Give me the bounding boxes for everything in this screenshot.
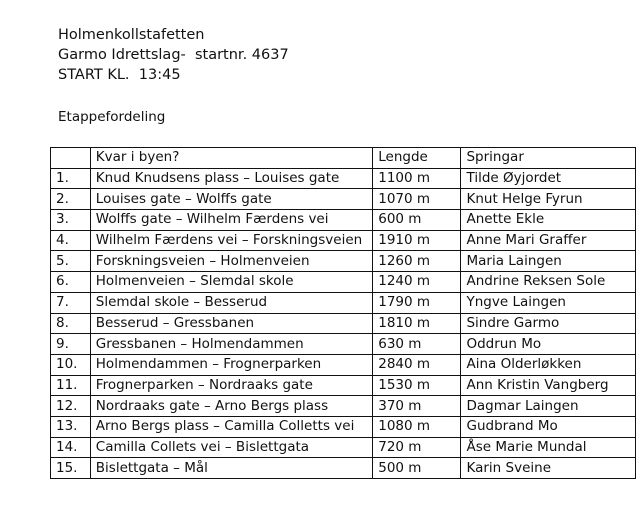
document-header [58, 25, 289, 85]
table-row [51, 354, 636, 375]
header-nr [51, 148, 91, 169]
cell-route: Louises gate – Wolffs gate [90, 189, 372, 210]
cell-route: Camilla Collets vei – Bislettgata [90, 437, 372, 458]
table-row [51, 189, 636, 210]
cell-nr: 9. [51, 334, 91, 355]
table-row [51, 375, 636, 396]
cell-runner: Anne Mari Graffer [461, 230, 636, 251]
cell-runner: Tilde Øyjordet [461, 168, 636, 189]
cell-nr: 12. [51, 396, 91, 417]
cell-length: 2840 m [373, 354, 461, 375]
cell-nr: 7. [51, 292, 91, 313]
cell-length: 1810 m [373, 313, 461, 334]
cell-route: Slemdal skole – Besserud [90, 292, 372, 313]
cell-runner: Maria Laingen [461, 251, 636, 272]
cell-length: 1910 m [373, 230, 461, 251]
table-row [51, 168, 636, 189]
cell-nr: 10. [51, 354, 91, 375]
cell-length: 600 m [373, 210, 461, 231]
cell-route: Nordraaks gate – Arno Bergs plass [90, 396, 372, 417]
table-row [51, 313, 636, 334]
cell-route: Wolffs gate – Wilhelm Færdens vei [90, 210, 372, 231]
cell-route: Holmendammen – Frognerparken [90, 354, 372, 375]
header-length: Lengde [373, 148, 461, 169]
cell-route: Frognerparken – Nordraaks gate [90, 375, 372, 396]
cell-runner: Sindre Garmo [461, 313, 636, 334]
table-row [51, 396, 636, 417]
cell-runner: Yngve Laingen [461, 292, 636, 313]
cell-nr: 13. [51, 416, 91, 437]
cell-runner: Aina Olderløkken [461, 354, 636, 375]
table-row [51, 230, 636, 251]
cell-length: 370 m [373, 396, 461, 417]
cell-length: 1240 m [373, 272, 461, 293]
table-row [51, 416, 636, 437]
cell-nr: 3. [51, 210, 91, 231]
stage-rows [51, 168, 636, 478]
cell-nr: 1. [51, 168, 91, 189]
table-row [51, 334, 636, 355]
event-title: Holmenkollstafetten [58, 27, 205, 43]
cell-length: 1530 m [373, 375, 461, 396]
cell-length: 630 m [373, 334, 461, 355]
table-row [51, 437, 636, 458]
cell-runner: Dagmar Laingen [461, 396, 636, 417]
cell-nr: 14. [51, 437, 91, 458]
cell-nr: 6. [51, 272, 91, 293]
cell-length: 720 m [373, 437, 461, 458]
cell-length: 500 m [373, 458, 461, 479]
stage-table [50, 147, 636, 479]
cell-length: 1080 m [373, 416, 461, 437]
cell-runner: Gudbrand Mo [461, 416, 636, 437]
cell-route: Forskningsveien – Holmenveien [90, 251, 372, 272]
cell-route: Besserud – Gressbanen [90, 313, 372, 334]
cell-length: 1790 m [373, 292, 461, 313]
table-row [51, 251, 636, 272]
cell-nr: 2. [51, 189, 91, 210]
cell-route: Gressbanen – Holmendammen [90, 334, 372, 355]
cell-length: 1070 m [373, 189, 461, 210]
start-time: START KL. 13:45 [58, 67, 181, 83]
table-row [51, 210, 636, 231]
section-title: Etappefordeling [58, 109, 166, 125]
table-row [51, 458, 636, 479]
cell-runner: Andrine Reksen Sole [461, 272, 636, 293]
cell-route: Knud Knudsens plass – Louises gate [90, 168, 372, 189]
header-runner: Springar [461, 148, 636, 169]
cell-runner: Oddrun Mo [461, 334, 636, 355]
header-route: Kvar i byen? [90, 148, 372, 169]
cell-runner: Knut Helge Fyrun [461, 189, 636, 210]
cell-nr: 5. [51, 251, 91, 272]
table-header-row [51, 148, 636, 169]
cell-runner: Åse Marie Mundal [461, 437, 636, 458]
cell-route: Arno Bergs plass – Camilla Colletts vei [90, 416, 372, 437]
cell-nr: 4. [51, 230, 91, 251]
cell-route: Bislettgata – Mål [90, 458, 372, 479]
cell-route: Wilhelm Færdens vei – Forskningsveien [90, 230, 372, 251]
cell-runner: Anette Ekle [461, 210, 636, 231]
cell-length: 1100 m [373, 168, 461, 189]
cell-nr: 11. [51, 375, 91, 396]
cell-length: 1260 m [373, 251, 461, 272]
table-row [51, 272, 636, 293]
cell-runner: Karin Sveine [461, 458, 636, 479]
cell-nr: 8. [51, 313, 91, 334]
cell-runner: Ann Kristin Vangberg [461, 375, 636, 396]
cell-nr: 15. [51, 458, 91, 479]
club-start-number: Garmo Idrettslag- startnr. 4637 [58, 47, 289, 63]
cell-route: Holmenveien – Slemdal skole [90, 272, 372, 293]
table-row [51, 292, 636, 313]
